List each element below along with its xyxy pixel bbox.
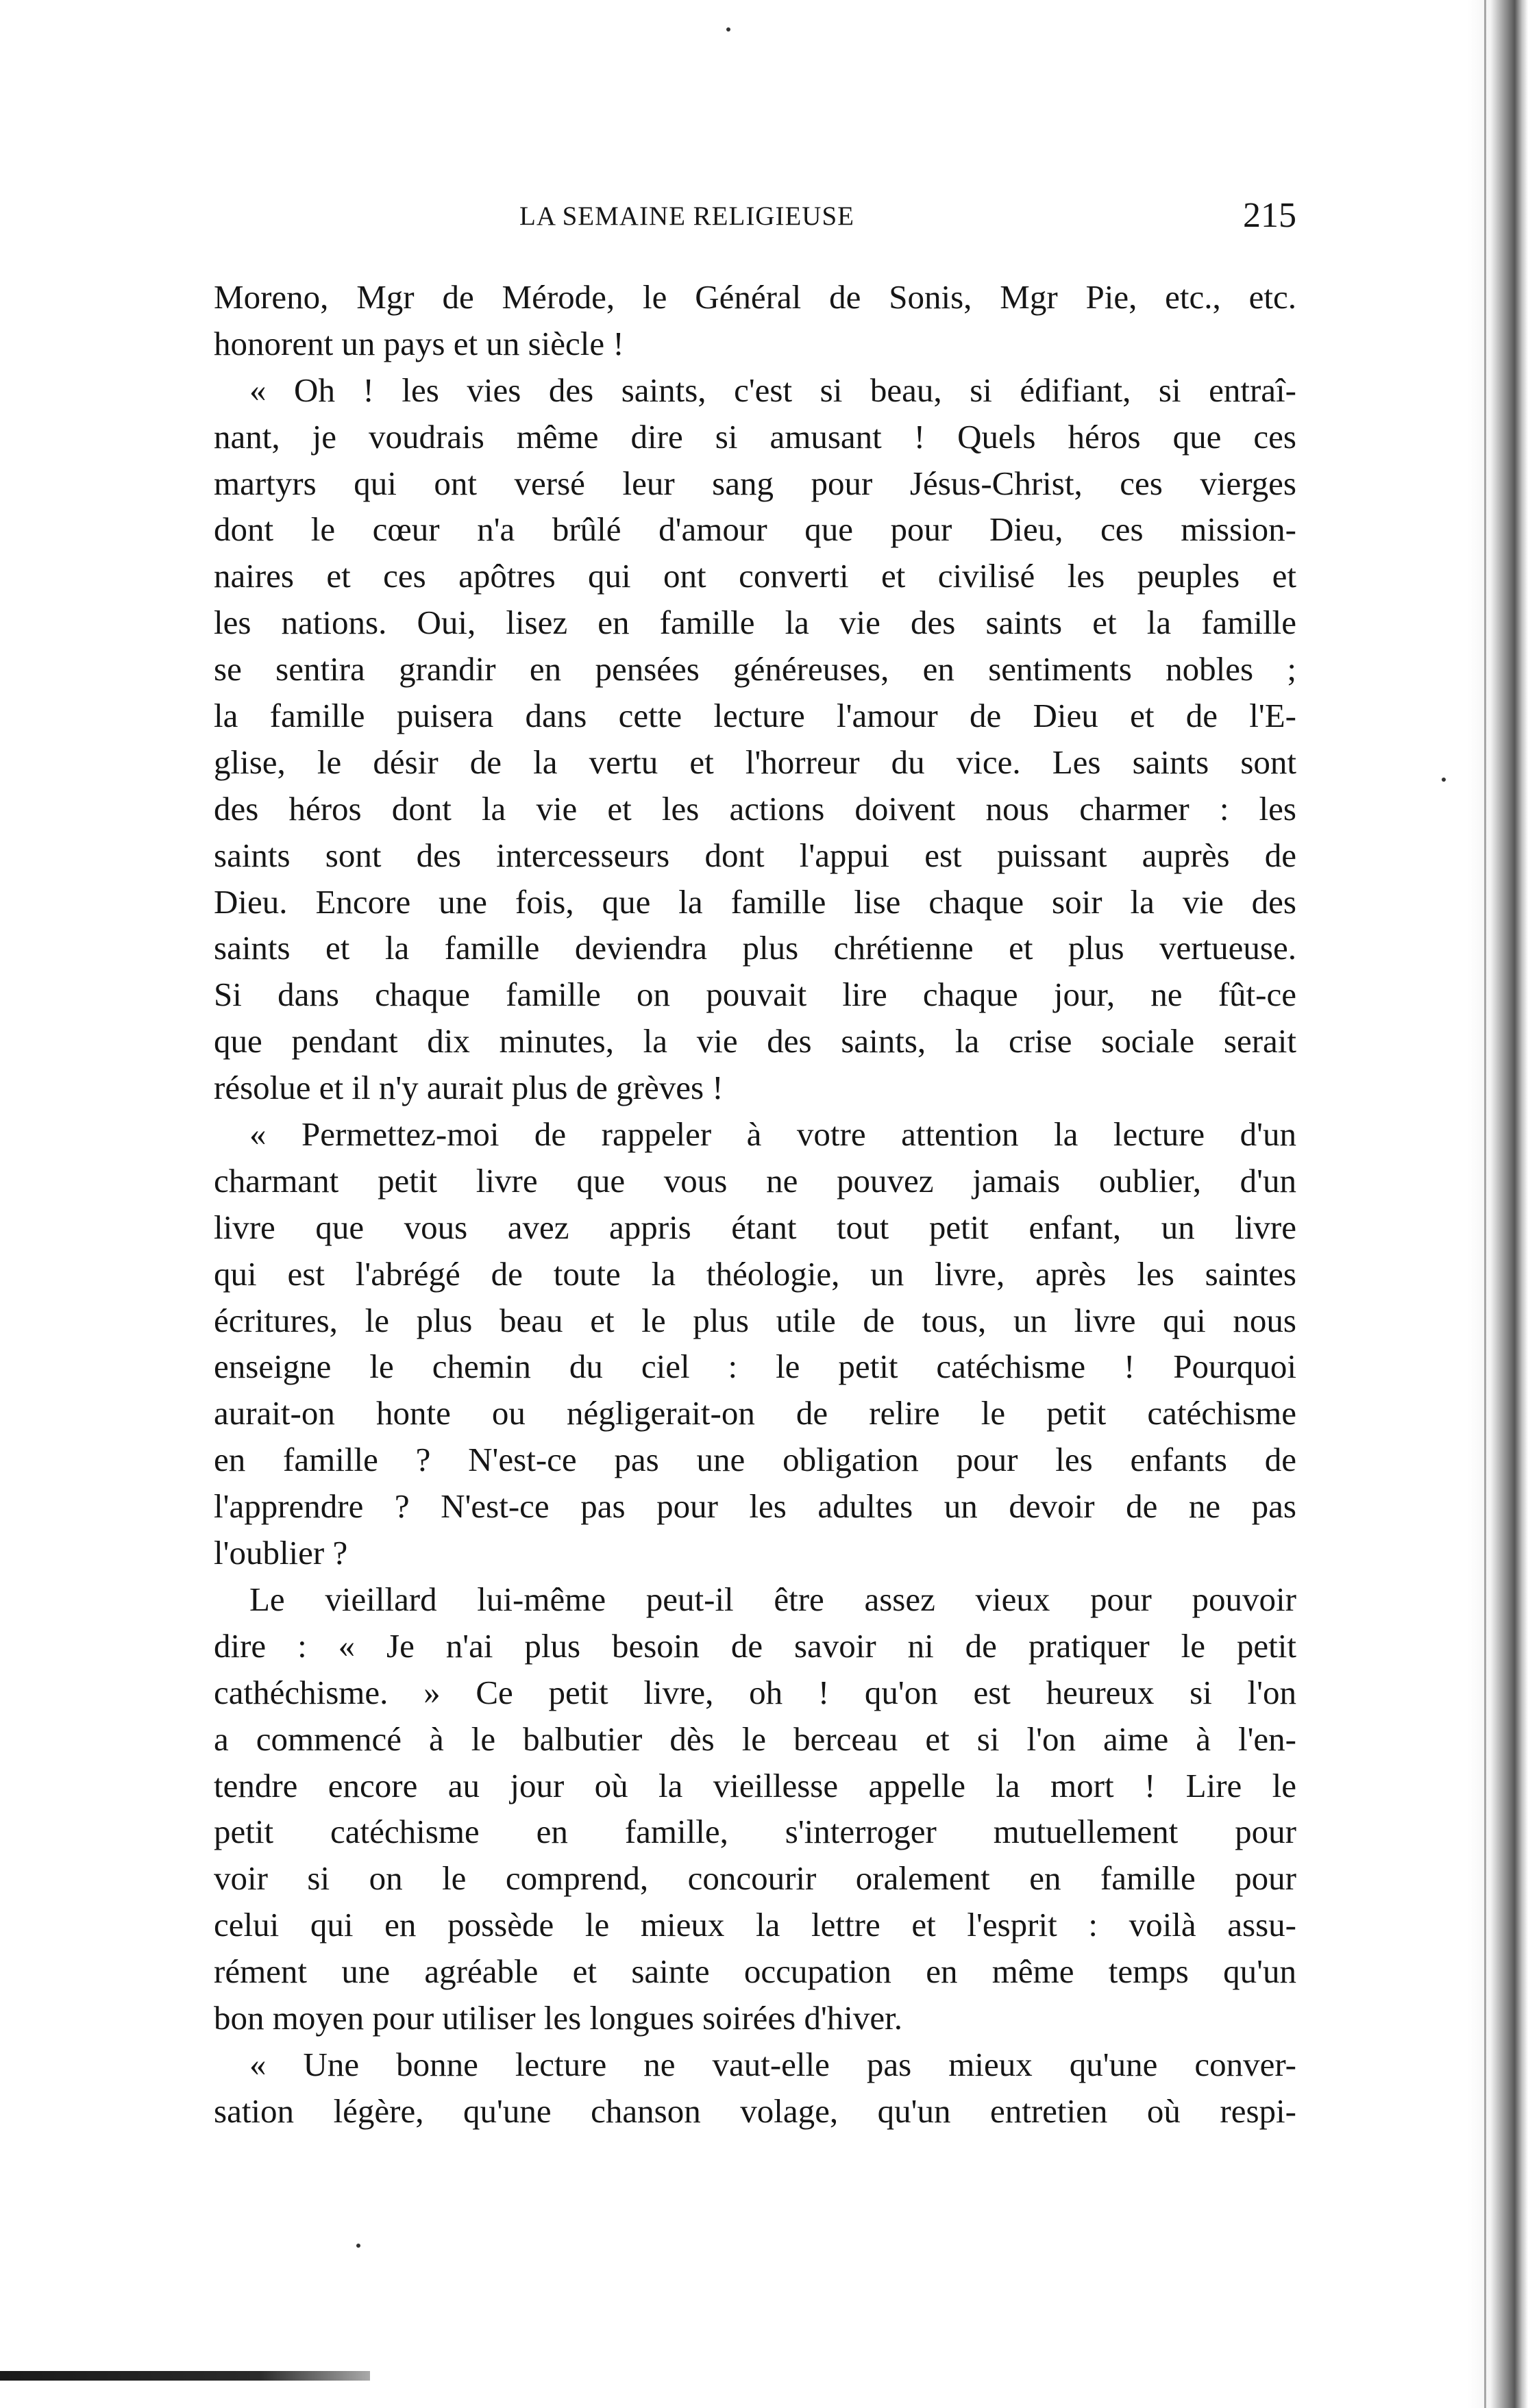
page-number: 215 xyxy=(1243,196,1296,235)
text-line: cathéchisme. » Ce petit livre, oh ! qu'on est heureux si l'on xyxy=(214,1673,1296,1711)
text-line: Moreno, Mgr de Mérode, le Général de Sonis, Mgr Pie, etc., etc. xyxy=(214,278,1296,316)
page-binding-shadow xyxy=(1468,0,1528,2408)
page-header xyxy=(214,195,1296,243)
text-line: « Une bonne lecture ne vaut-elle pas mieux qu'une conver- xyxy=(249,2045,1296,2083)
text-line: Si dans chaque famille on pouvait lire chaque jour, ne fût-ce xyxy=(214,976,1296,1014)
text-line: nant, je voudrais même dire si amusant ! Quels héros que ces xyxy=(214,417,1296,456)
text-line: qui est l'abrégé de toute la théologie, un livre, après les saintes xyxy=(214,1254,1296,1293)
text-line: se sentira grandir en pensées généreuses, en sentiments nobles ; xyxy=(214,650,1296,688)
scan-edge-rule xyxy=(0,2371,370,2381)
scan-speck xyxy=(726,27,730,32)
text-line: les nations. Oui, lisez en famille la vie des saints et la famille xyxy=(214,604,1296,642)
text-line: écritures, le plus beau et le plus utile de tous, un livre qui nous xyxy=(214,1301,1296,1339)
text-line: tendre encore au jour où la vieillesse appelle la mort ! Lire le xyxy=(214,1766,1296,1804)
scan-speck xyxy=(356,2244,360,2248)
text-line: honorent un pays et un siècle ! xyxy=(214,324,624,362)
text-line: voir si on le comprend, concourir oralement en famille pour xyxy=(214,1859,1296,1898)
text-line: Le vieillard lui-même peut-il être assez vieux pour pouvoir xyxy=(249,1580,1296,1618)
text-line: bon moyen pour utiliser les longues soirées d'hiver. xyxy=(214,1998,903,2037)
text-line: celui qui en possède le mieux la lettre et l'esprit : voilà assu- xyxy=(214,1906,1296,1944)
text-line: en famille ? N'est-ce pas une obligation pour les enfants de xyxy=(214,1441,1296,1479)
text-line: l'oublier ? xyxy=(214,1534,348,1572)
text-line: saints et la famille deviendra plus chrétienne et plus vertueuse. xyxy=(214,929,1296,967)
text-line: résolue et il n'y aurait plus de grèves ! xyxy=(214,1069,724,1107)
text-line: dire : « Je n'ai plus besoin de savoir ni de pratiquer le petit xyxy=(214,1626,1296,1665)
text-line: des héros dont la vie et les actions doivent nous charmer : les xyxy=(214,789,1296,828)
running-title: LA SEMAINE RELIGIEUSE xyxy=(519,201,854,231)
text-line: a commencé à le balbutier dès le berceau et si l'on aime à l'en- xyxy=(214,1720,1296,1758)
text-line: charmant petit livre que vous ne pouvez jamais oublier, d'un xyxy=(214,1161,1296,1200)
text-line: martyrs qui ont versé leur sang pour Jésus-Christ, ces vierges xyxy=(214,464,1296,502)
text-line: livre que vous avez appris étant tout petit enfant, un livre xyxy=(214,1208,1296,1246)
text-line: l'apprendre ? N'est-ce pas pour les adultes un devoir de ne pas xyxy=(214,1487,1296,1526)
text-line: glise, le désir de la vertu et l'horreur du vice. Les saints sont xyxy=(214,743,1296,781)
body-text xyxy=(214,274,1296,2135)
text-line: « Oh ! les vies des saints, c'est si beau, si édifiant, si entraî- xyxy=(249,371,1296,409)
text-line: petit catéchisme en famille, s'interroger mutuellement pour xyxy=(214,1813,1296,1851)
text-line: dont le cœur n'a brûlé d'amour que pour Dieu, ces mission- xyxy=(214,510,1296,549)
text-line: la famille puisera dans cette lecture l'amour de Dieu et de l'E- xyxy=(214,697,1296,735)
text-line: naires et ces apôtres qui ont converti et civilisé les peuples et xyxy=(214,557,1296,595)
text-line: rément une agréable et sainte occupation en même temps qu'un xyxy=(214,1952,1296,1991)
text-line: aurait-on honte ou négligerait-on de relire le petit catéchisme xyxy=(214,1394,1296,1432)
text-line: « Permettez-moi de rappeler à votre attention la lecture d'un xyxy=(249,1115,1296,1154)
text-line: sation légère, qu'une chanson volage, qu'un entretien où respi- xyxy=(214,2092,1296,2130)
text-line: Dieu. Encore une fois, que la famille lise chaque soir la vie des xyxy=(214,882,1296,921)
text-line: enseigne le chemin du ciel : le petit catéchisme ! Pourquoi xyxy=(214,1348,1296,1386)
text-line: que pendant dix minutes, la vie des saints, la crise sociale serait xyxy=(214,1022,1296,1060)
scan-speck xyxy=(1442,778,1446,782)
text-line: saints sont des intercesseurs dont l'appui est puissant auprès de xyxy=(214,836,1296,874)
